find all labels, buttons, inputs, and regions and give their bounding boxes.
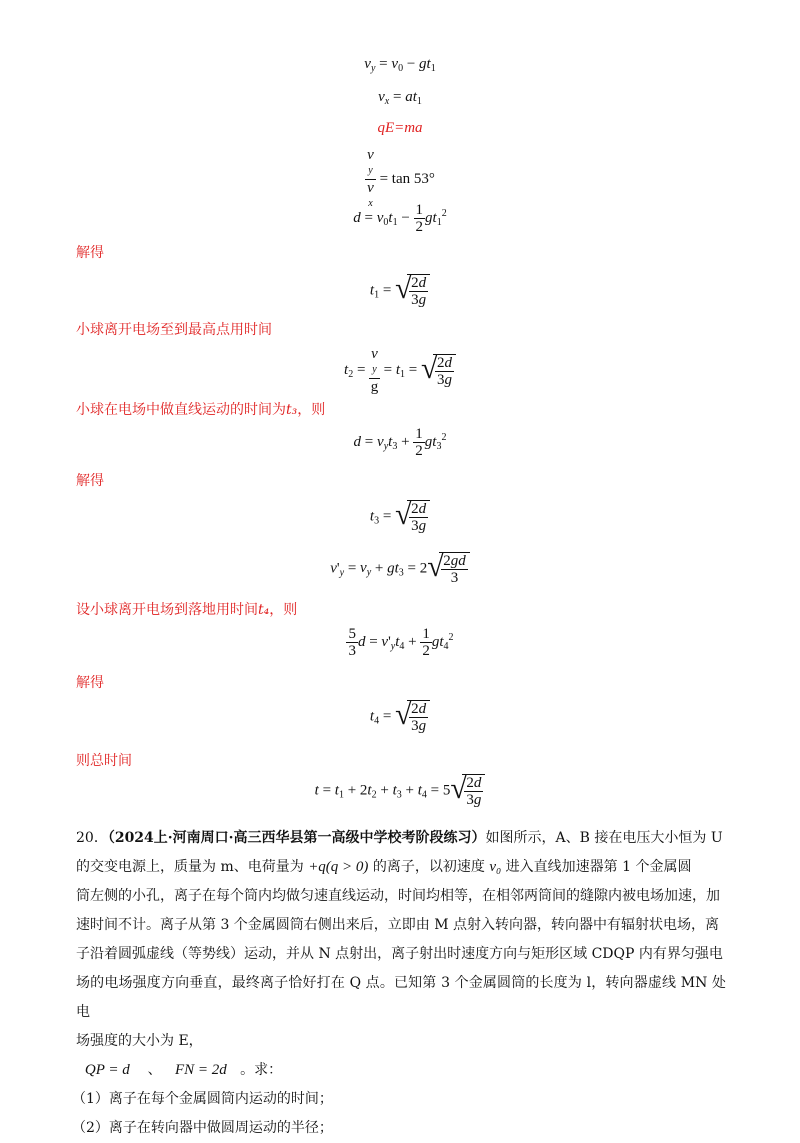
- problem-line-1: [76, 824, 726, 853]
- problem-p2a: 的交变电源上，质量为 m、电荷量为: [76, 859, 304, 875]
- text-t3-a: 小球在电场中做直线运动的时间为: [76, 402, 286, 418]
- equation-t3: $t_3$ = √ $\frac{2d}{3g}$: [0, 500, 800, 534]
- problem-source: （2024上·河南周口·高三西华县第一高级中学校考阶段练习）: [107, 830, 486, 846]
- charge-expression: +q(q > 0): [308, 859, 369, 875]
- equation-d2: $d = v_yt_3$ + $\frac{1}{2}$ $gt_3^2$: [353, 426, 447, 459]
- problem-line-6: 场的电场强度方向垂直，最终离子恰好打在 Q 点。已知第 3 个金属圆筒的长度为 l，转向器虚线 MN 处电: [76, 975, 726, 1020]
- text-t4-b: ，则: [269, 602, 298, 618]
- text-t3-intro: [76, 399, 325, 419]
- text-t4-var: t₄: [258, 602, 270, 618]
- given-sep: 、: [147, 1062, 162, 1078]
- problem-line-5: 子沿着圆弧虚线（等势线）运动，并从 N 点射出，离子射出时速度方向与矩形区域 CDQP 内有界匀强电: [76, 946, 723, 962]
- problem-20: [72, 824, 726, 1143]
- given-end: 。求：: [240, 1062, 283, 1078]
- equation-53d: $\frac{5}{3}$ $d = v'_yt_4$ + $\frac{1}{2}$ $gt_4^2$: [348, 626, 454, 659]
- problem-number: 20．: [76, 830, 108, 846]
- equation-vx: $v_x = at_1$: [378, 89, 422, 107]
- equation-vy-prime: $v'_y = v_y + gt_3 = 2$ √ $\frac{2gd}{3}$: [0, 552, 800, 586]
- equation-total: $t = t_1 + 2t_2 + t_3 + t_4 = 5$ √ $\frac{2d}{3g}$: [0, 774, 800, 808]
- problem-line-2: [76, 853, 726, 882]
- given-fn: FN = 2d: [174, 1062, 227, 1078]
- problem-line-7: 场强度的大小为 E，: [76, 1033, 203, 1049]
- equation-qe: qE=ma: [377, 120, 423, 136]
- text-jiede-3: 解得: [76, 675, 104, 691]
- problem-p2b: 的离子，以初速度: [372, 859, 485, 875]
- question-2: （2）离子在转向器中做圆周运动的半径；: [72, 1120, 333, 1136]
- text-t4-a: 设小球离开电场到落地用时间: [76, 602, 258, 618]
- equation-t1: $t_1$ = √ $\frac{2d}{3g}$: [0, 274, 800, 308]
- problem-line-3: 筒左侧的小孔，离子在每个筒内均做匀速直线运动，时间均相等，在相邻两筒间的缝隙内被电场加速，加: [76, 888, 720, 904]
- question-1: （1）离子在每个金属圆筒内运动的时间；: [72, 1091, 333, 1107]
- problem-p2c: 进入直线加速器第 1 个金属圆: [505, 859, 692, 875]
- equation-d1: $d = v_0t_1$ − $\frac{1}{2}$ $gt_1^2$: [353, 202, 447, 235]
- equation-tan: v y v x = tan 53°: [367, 147, 435, 209]
- equation-vy: $v_y = v_0 - gt_1$: [364, 56, 436, 74]
- text-t2-intro: 小球离开电场至到最高点用时间: [76, 322, 272, 338]
- problem-givens: [76, 1056, 726, 1085]
- equation-t2: $t_2$ = v y g = $t_1$ = √ $\frac{2d}{3g}$: [0, 346, 800, 395]
- equation-t4: $t_4$ = √ $\frac{2d}{3g}$: [0, 700, 800, 734]
- text-t3-var: t₃: [286, 402, 298, 418]
- text-t3-b: ，则: [297, 402, 326, 418]
- problem-p1: 如图所示，A、B 接在电压大小恒为 U: [485, 830, 723, 846]
- text-total-intro: 则总时间: [76, 753, 132, 769]
- text-jiede-2: 解得: [76, 473, 104, 489]
- initial-velocity: v₀: [489, 859, 502, 875]
- problem-line-4: 速时间不计。离子从第 3 个金属圆筒右侧出来后，立即由 M 点射入转向器，转向器中有辐射状电场，离: [76, 917, 720, 933]
- given-qp: QP = d: [84, 1062, 130, 1078]
- text-jiede-1: 解得: [76, 245, 104, 261]
- text-t4-intro: [76, 599, 297, 619]
